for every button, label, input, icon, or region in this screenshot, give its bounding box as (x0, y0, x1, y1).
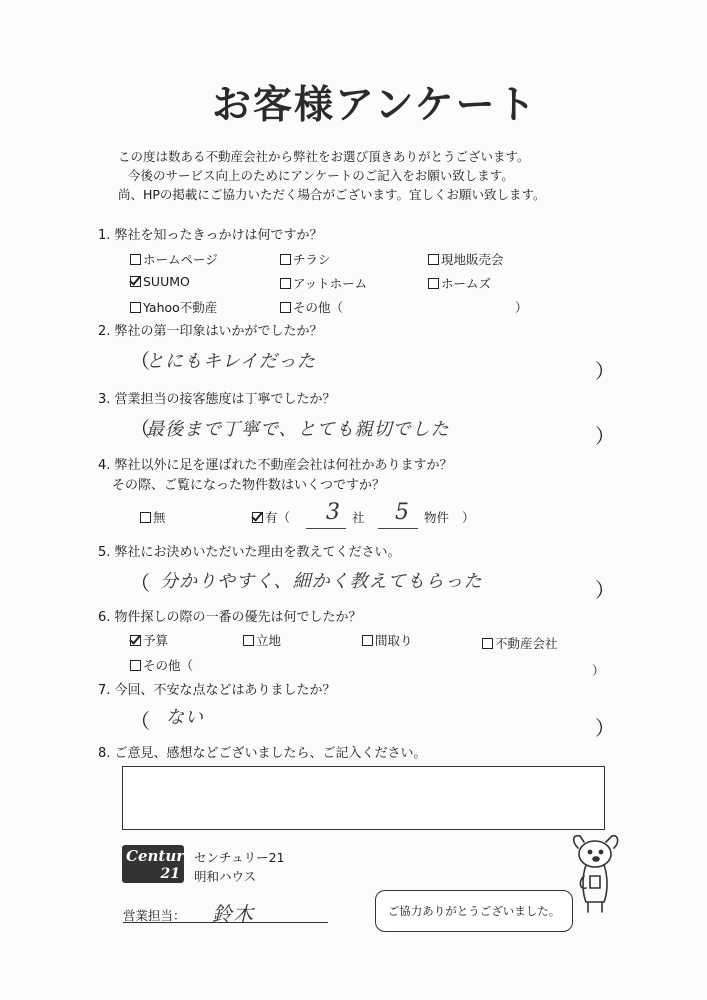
option-budget[interactable]: 予算 (130, 631, 168, 649)
option-suumo[interactable]: SUUMO (130, 274, 190, 289)
answer-5-handwritten: 分かりやすく、細かく教えてもらった (160, 571, 483, 592)
option-floor-plan[interactable]: 間取り (362, 631, 413, 649)
staff-name-handwritten: 鈴木 (212, 902, 254, 926)
checkbox[interactable] (280, 278, 291, 289)
checkbox[interactable] (362, 635, 373, 646)
company-name-line-1: センチュリー21 (194, 850, 285, 865)
checkbox[interactable] (130, 660, 141, 671)
option-location[interactable]: 立地 (243, 631, 281, 649)
option-other[interactable]: その他（ (130, 656, 193, 674)
intro-line-2: 今後のサービス向上のためにアンケートのご記入をお願い致します。 (128, 168, 514, 183)
option-yes[interactable]: 有（ (252, 508, 290, 526)
checkbox-checked[interactable] (130, 276, 141, 287)
intro-line-1: この度は数ある不動産会社から弊社をお選び頂きありがとうございます。 (118, 149, 530, 164)
dog-mascot-icon (566, 832, 626, 916)
question-4-line-1: 4. 弊社以外に足を運ばれた不動産会社は何社かありますか？ (98, 458, 453, 473)
checkbox[interactable] (280, 302, 291, 313)
option-homepage[interactable]: ホームページ (130, 250, 218, 268)
answer-open-paren: （ (130, 709, 150, 733)
question-3: 3. 営業担当の接客態度は丁寧でしたか？ (98, 392, 336, 407)
checkbox[interactable] (243, 635, 254, 646)
page-title: お客様アンケート (212, 83, 538, 128)
properties-count-handwritten: 5 (395, 500, 410, 525)
thanks-speech-bubble (375, 890, 573, 932)
answer-7-handwritten: ない (166, 707, 204, 728)
question-5: 5. 弊社にお決めいただいた理由を教えてください。 (98, 545, 401, 560)
century21-logo: Century 21 (122, 845, 184, 883)
question-8: 8. ご意見、感想などございましたら、ご記入ください。 (98, 746, 427, 761)
option-other-close: ） (515, 300, 528, 315)
option-chirashi[interactable]: チラシ (280, 250, 331, 268)
intro-line-3: 尚、HPの掲載にご協力いただく場合がございます。宜しくお願い致します。 (118, 187, 546, 202)
checkbox[interactable] (428, 254, 439, 265)
thanks-text: ご協力ありがとうございました。 (387, 904, 561, 918)
question-6: 6. 物件探しの際の一番の優先は何でしたか？ (98, 610, 362, 625)
checkbox[interactable] (130, 254, 141, 265)
option-yes-close: ） (462, 510, 475, 525)
option-athome[interactable]: アットホーム (280, 274, 367, 292)
question-7: 7. 今回、不安な点などはありましたか？ (98, 683, 336, 698)
checkbox[interactable] (482, 638, 493, 649)
answer-open-paren: （ (130, 349, 150, 373)
checkbox[interactable] (428, 278, 439, 289)
question-2: 2. 弊社の第一印象はいかがでしたか？ (98, 324, 323, 339)
staff-underline (123, 922, 328, 923)
option-other-close: ） (592, 663, 605, 678)
answer-close-paren: ） (595, 716, 615, 740)
answer-open-paren: （ (130, 417, 150, 441)
checkbox[interactable] (280, 254, 291, 265)
option-open-house[interactable]: 現地販売会 (428, 250, 504, 268)
checkbox-checked[interactable] (252, 512, 263, 523)
checkbox[interactable] (140, 512, 151, 523)
question-4-line-2: その際、ご覧になった物件数はいくつですか？ (112, 478, 386, 493)
company-name-line-2: 明和ハウス (194, 869, 257, 884)
answer-2-handwritten: とにもキレイだった (146, 351, 316, 372)
option-none[interactable]: 無 (140, 508, 166, 526)
answer-close-paren: ） (595, 578, 615, 602)
question-1: 1. 弊社を知ったきっかけは何ですか？ (98, 228, 323, 243)
comment-textarea[interactable] (122, 766, 605, 830)
option-agency[interactable]: 不動産会社 (482, 634, 558, 652)
answer-3-handwritten: 最後まで丁寧で、とても親切でした (146, 419, 450, 440)
checkbox-checked[interactable] (130, 635, 141, 646)
companies-underline (306, 528, 346, 529)
checkbox[interactable] (130, 302, 141, 313)
answer-close-paren: ） (595, 424, 615, 448)
properties-unit: 物件 (424, 510, 450, 525)
companies-count-handwritten: 3 (326, 500, 341, 525)
option-yahoo[interactable]: Yahoo不動産 (130, 298, 217, 316)
properties-underline (378, 528, 418, 529)
option-homes[interactable]: ホームズ (428, 274, 491, 292)
staff-label: 営業担当： (123, 908, 186, 923)
option-other[interactable]: その他（ (280, 298, 343, 316)
answer-open-paren: （ (130, 571, 150, 595)
answer-close-paren: ） (595, 359, 615, 383)
companies-unit: 社 (352, 510, 365, 525)
